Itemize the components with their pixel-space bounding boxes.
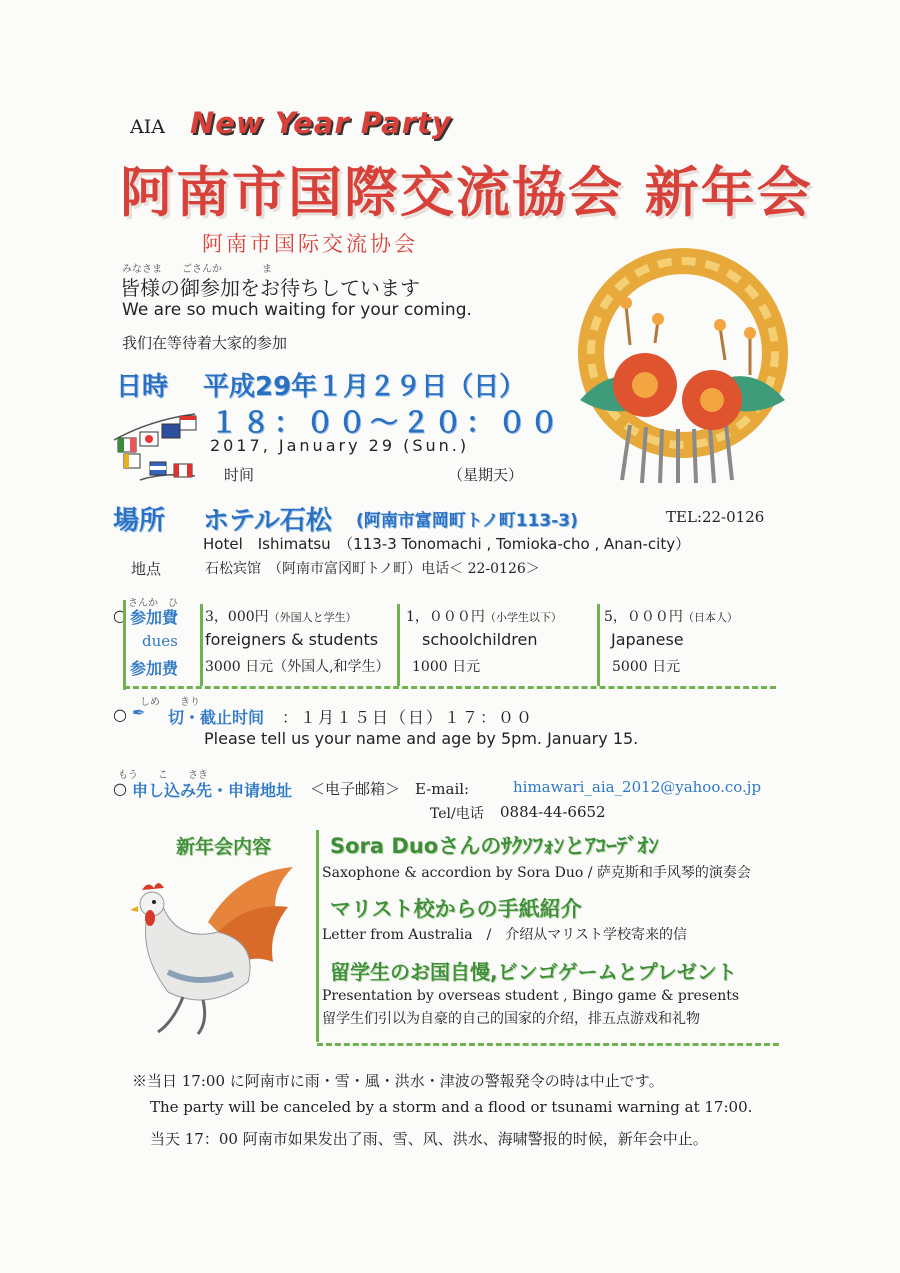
date-en: 2017, January 29 (Sun.)	[210, 436, 470, 455]
program-item-1-title: Sora Duoさんのｻｸｿﾌｫﾝとｱｺｰﾃﾞｵﾝ	[330, 834, 659, 858]
rooster-icon	[128, 862, 298, 1037]
apply-label: 申し込み先・申请地址	[132, 781, 293, 800]
notice-jp: ※当日 17:00 に阿南市に雨・雪・風・洪水・津波の警報発令の時は中止です。	[132, 1072, 664, 1090]
fee-col1-cn: 3000 日元（外国人,和学生）	[205, 659, 390, 675]
shimekazari-wreath-icon	[560, 235, 810, 485]
program-border-bottom	[317, 1043, 779, 1046]
apply-email-link[interactable]: himawari_aia_2012@yahoo.co.jp	[513, 778, 762, 796]
apply-email-label: ＜电子邮箱＞ E-mail:	[310, 780, 470, 798]
org-name-cn: 阿南市国际交流协会	[202, 232, 418, 256]
flags-bunting-icon	[110, 410, 200, 490]
program-item-2-desc: Letter from Australia / 介绍从マリスト学校寄来的信	[322, 927, 688, 943]
weekday-cn: （星期天）	[448, 466, 524, 484]
fee-col3-en: Japanese	[611, 630, 684, 649]
program-item-1-desc: Saxophone & accordion by Sora Duo / 萨克斯和手风琴的演奏会	[322, 865, 751, 881]
fee-border-left	[123, 600, 126, 690]
place-label: 場所	[113, 506, 166, 536]
deadline-value: ：１月１５日（日）１７：００	[282, 708, 535, 727]
intro-en: We are so much waiting for your coming.	[122, 300, 472, 320]
program-item-3-desc: Presentation by overseas student , Bingo game & presents	[322, 988, 740, 1004]
hotel-address-jp: (阿南市富岡町トノ町113-3)	[356, 511, 578, 531]
fee-bullet: ○	[113, 606, 127, 625]
notice-cn: 当天 17：00 阿南市如果发出了雨、雪、风、洪水、海啸警报的时候，新年会中止。	[150, 1130, 708, 1148]
time-range: １８：００～２０：００	[210, 406, 563, 439]
aia-label: AIA	[130, 116, 165, 138]
program-item-3-desc-cn: 留学生们引以为自豪的自己的国家的介绍，排五点游戏和礼物	[322, 1011, 700, 1027]
place-label-cn: 地点	[131, 560, 162, 578]
fee-label-cn: 参加费	[130, 659, 179, 678]
hotel-tel: TEL:22-0126	[666, 508, 765, 526]
new-year-party-heading: New Year Party	[190, 106, 452, 140]
fee-col3-jp: 5，０００円（日本人）	[604, 609, 738, 625]
hotel-address-en: Hotel Ishimatsu （113-3 Tonomachi , Tomioka-cho , Anan-city）	[203, 535, 691, 553]
program-label: 新年会内容	[176, 836, 272, 858]
pen-icon: ✒	[132, 703, 146, 722]
datetime-label: 日時	[116, 372, 169, 402]
fee-label-jp: 参加費	[130, 608, 179, 627]
fee-col3-cn: 5000 日元	[612, 659, 681, 675]
deadline-en: Please tell us your name and age by 5pm. January 15.	[204, 729, 639, 748]
hotel-name-jp: ホテル石松	[203, 506, 332, 536]
apply-ruby: もう こ さき	[118, 770, 208, 781]
intro-cn: 我们在等待着大家的参加	[122, 334, 288, 352]
intro-ruby: みなさま ごさんか ま	[122, 264, 272, 275]
fee-divider-3	[597, 604, 600, 686]
notice-en: The party will be canceled by a storm and a flood or tsunami warning at 17:00.	[150, 1098, 753, 1116]
fee-divider-1	[200, 604, 203, 686]
deadline-ruby: しめ きり	[140, 697, 200, 708]
intro-jp: 皆様の御参加をお待ちしています	[120, 276, 420, 300]
fee-col2-en: schoolchildren	[422, 630, 538, 649]
hotel-address-cn: 石松宾馆 （阿南市富冈町トノ町）电话＜ 22-0126＞	[205, 561, 540, 577]
fee-col2-cn: 1000 日元	[412, 659, 481, 675]
program-border-left	[316, 830, 319, 1042]
fee-divider-2	[397, 604, 400, 686]
fee-col2-jp: 1，０００円（小学生以下）	[406, 609, 562, 625]
date-jp: 平成29年１月２９日（日）	[203, 372, 526, 402]
time-label-cn: 时间	[224, 466, 255, 484]
fee-col1-jp: 3，000円（外国人と学生）	[205, 609, 357, 625]
fee-ruby: さんか ひ	[128, 598, 178, 609]
page-title: 阿南市国際交流協会 新年会	[120, 160, 813, 224]
program-item-2-title: マリスト校からの手紙紹介	[330, 897, 582, 921]
deadline-bullet: ○	[113, 705, 127, 724]
fee-col1-en: foreigners & students	[205, 630, 379, 649]
fee-label-en: dues	[142, 632, 178, 650]
deadline-label: 切・截止时间	[168, 708, 265, 727]
apply-tel-label: Tel/电话	[430, 806, 484, 822]
apply-bullet: ○	[113, 779, 127, 798]
apply-tel: 0884-44-6652	[500, 803, 606, 821]
program-item-3-title: 留学生のお国自慢,ビンゴゲームとプレゼント	[330, 960, 737, 984]
fee-border-bottom	[124, 686, 776, 689]
